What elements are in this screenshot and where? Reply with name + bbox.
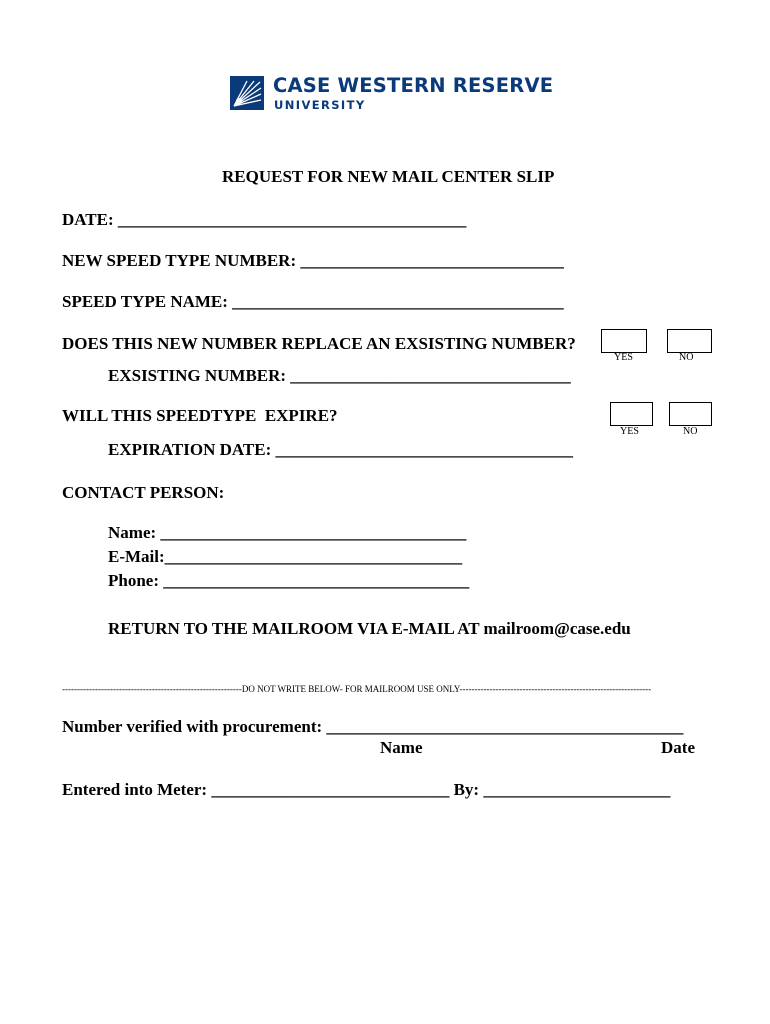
date-field[interactable]: DATE: _________________________________________	[62, 210, 467, 229]
contact-person-heading: CONTACT PERSON:	[62, 483, 225, 502]
logo-title: CASE WESTERN RESERVE	[273, 74, 554, 97]
replace-yes-checkbox[interactable]	[601, 329, 647, 353]
entered-meter-field[interactable]: Entered into Meter: ____________________________ By: ______________________	[62, 780, 671, 799]
expire-question: WILL THIS SPEEDTYPE EXPIRE?	[62, 406, 338, 425]
replace-yes-label: YES	[614, 352, 633, 363]
speed-type-name-field[interactable]: SPEED TYPE NAME: _______________________________________	[62, 292, 564, 311]
logo-mark-icon	[230, 76, 264, 110]
replace-no-label: NO	[679, 352, 694, 363]
expire-yes-checkbox[interactable]	[610, 402, 653, 426]
form-title: REQUEST FOR NEW MAIL CENTER SLIP	[222, 167, 555, 186]
contact-email-field[interactable]: E-Mail:___________________________________	[108, 547, 463, 566]
expire-yes-label: YES	[620, 426, 639, 437]
replace-question: DOES THIS NEW NUMBER REPLACE AN EXSISTING NUMBER?	[62, 334, 576, 353]
contact-phone-field[interactable]: Phone: ____________________________________	[108, 571, 470, 590]
new-speed-type-field[interactable]: NEW SPEED TYPE NUMBER: _______________________________	[62, 251, 564, 270]
replace-no-checkbox[interactable]	[667, 329, 712, 353]
verified-name-label: Name	[380, 738, 423, 757]
expire-no-label: NO	[683, 426, 698, 437]
return-instruction: RETURN TO THE MAILROOM VIA E-MAIL AT mailroom@case.edu	[108, 619, 631, 638]
verified-date-label: Date	[661, 738, 695, 757]
expire-no-checkbox[interactable]	[669, 402, 712, 426]
mailroom-divider: ------------------------------------------------------------DO NOT WRITE BELOW- FOR MAILROOM USE ONLY----------------------------------------------------------------	[62, 684, 652, 694]
existing-number-field[interactable]: EXSISTING NUMBER: _________________________________	[108, 366, 571, 385]
verified-field[interactable]: Number verified with procurement: __________________________________________	[62, 717, 684, 736]
contact-name-field[interactable]: Name: ____________________________________	[108, 523, 467, 542]
university-logo	[230, 76, 570, 116]
expiration-date-field[interactable]: EXPIRATION DATE: ___________________________________	[108, 440, 573, 459]
logo-subtitle: UNIVERSITY	[274, 98, 366, 112]
